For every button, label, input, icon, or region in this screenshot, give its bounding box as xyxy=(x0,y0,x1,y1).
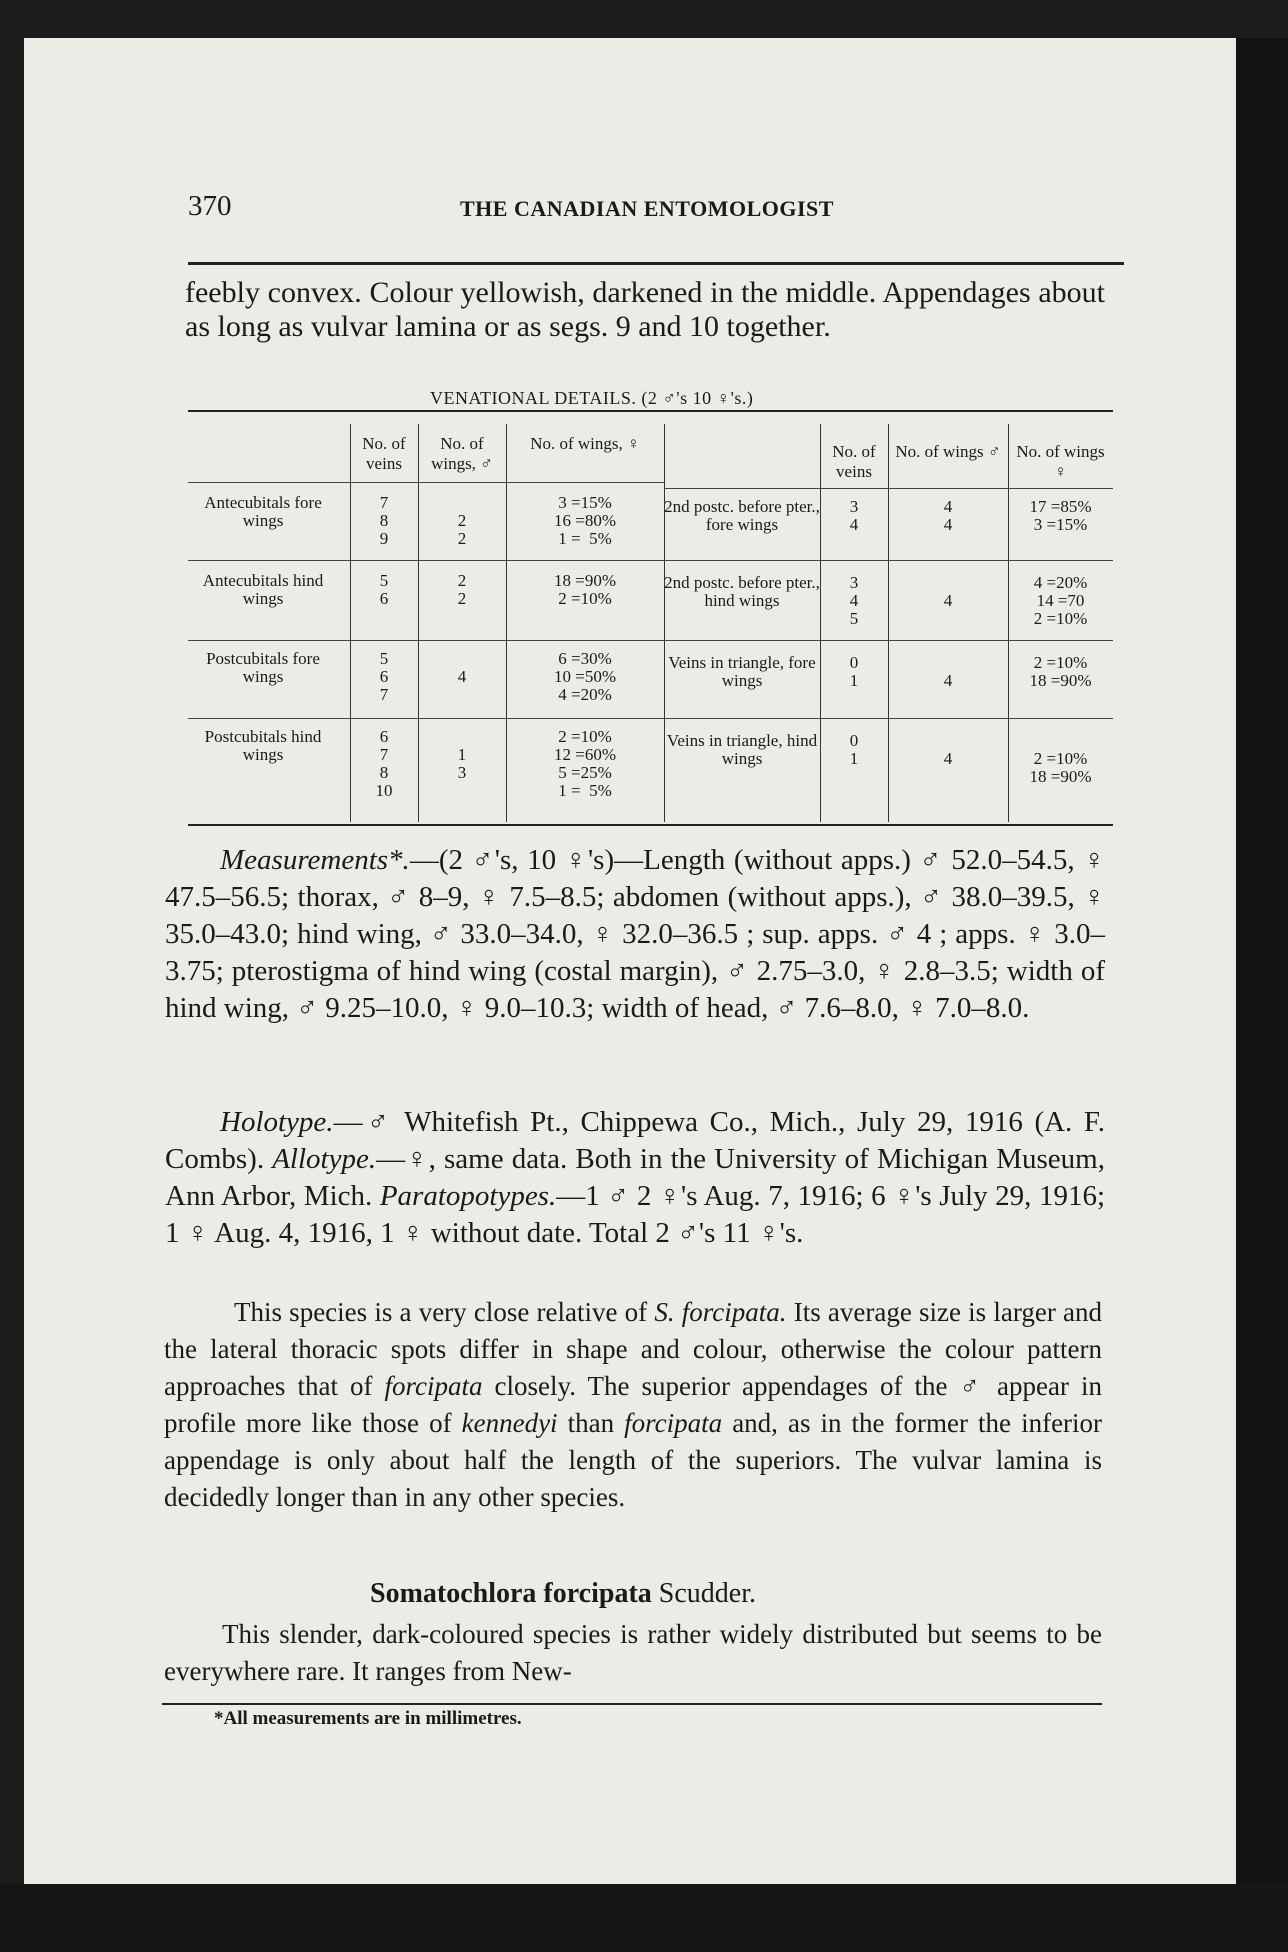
cell-veins: 6 7 8 10 xyxy=(375,727,393,800)
cell-male-2: 4 4 xyxy=(943,497,953,534)
measurements-text: —(2 ♂'s, 10 ♀'s)—Length (without apps.) ♂ 52.0–54.5, ♀ 47.5–56.5; thorax, ♂ 8–9, ♀ 7.5–8.5; abdomen (without apps.), ♂ 38.0–39.5, ♀ 35.0–43.0; hind wing, ♂ 33.0–34.0, ♀ 32.0–36.5 ; sup. apps. ♂ 4 ; apps. ♀ 3.0–3.75; pterostigma of hind wing (costal margin), ♂ 2.75–3.0, ♀ 2.8–3.5; width of hind wing, ♂ 9.25–10.0, ♀ 9.0–10.3; width of head, ♂ 7.6–8.0, ♀ 7.0–8.0. xyxy=(165,844,1105,1024)
section-author: Scudder. xyxy=(658,1578,756,1609)
cell-veins: 5 6 xyxy=(379,571,389,608)
cell-veins-2: 0 1 xyxy=(849,731,859,768)
running-head: THE CANADIAN ENTOMOLOGIST xyxy=(460,196,834,221)
venational-table xyxy=(188,410,1113,826)
discussion-text: Its average size is larger and the lateral thoracic spots differ in shape and colour, otherwise the colour pattern approaches that of xyxy=(164,1297,1103,1401)
header-veins-2: No. of veins xyxy=(832,442,876,481)
holotype-label: Holotype. xyxy=(220,1106,334,1138)
cell-female-2: 4 =20% 14 =70 2 =10% xyxy=(1033,573,1088,628)
measurements-paragraph xyxy=(165,842,1105,1027)
table-top-rule xyxy=(188,410,1113,412)
cell-male: 2 2 xyxy=(457,511,467,548)
section-title: Somatochlora forcipata xyxy=(370,1578,652,1609)
species-name: kennedyi xyxy=(461,1408,558,1438)
header-rule xyxy=(188,262,1124,265)
row-label-2: Veins in triangle, fore wings xyxy=(668,653,816,690)
cell-veins-2: 0 1 xyxy=(849,653,859,690)
scan-border xyxy=(0,1884,1288,1952)
cell-female-2: 2 =10% 18 =90% xyxy=(1029,653,1092,690)
header-male-wings: No. of wings, ♂ xyxy=(431,434,493,473)
row-label: Postcubitals hind wings xyxy=(204,727,322,764)
allotype-text: —♀, same data. Both in the University of Michigan Museum, Ann Arbor, Mich. xyxy=(165,1143,1105,1212)
discussion-text: and, as in the former the inferior appendage is only about half the length of the superiors. The vulvar lamina is decidedly longer than in any other species. xyxy=(164,1408,1103,1512)
species-name: forcipata xyxy=(384,1371,483,1401)
row-label: Postcubitals fore wings xyxy=(206,649,320,686)
footnote: *All measurements are in millimetres. xyxy=(214,1708,522,1729)
cell-female-2: 17 =85% 3 =15% xyxy=(1029,497,1092,534)
section-heading xyxy=(370,1578,756,1610)
table-caption: VENATIONAL DETAILS. (2 ♂'s 10 ♀'s.) xyxy=(430,388,754,408)
section-paragraph xyxy=(164,1616,1102,1690)
cell-veins: 7 8 9 xyxy=(379,493,389,548)
paratopotypes-text: —1 ♂ 2 ♀'s Aug. 7, 1916; 6 ♀'s July 29, 1916; 1 ♀ Aug. 4, 1916, 1 ♀ without date. Total 2 ♂'s 11 ♀'s. xyxy=(165,1180,1106,1249)
footnote-rule xyxy=(162,1703,1102,1705)
row-label: Antecubitals hind wings xyxy=(202,571,324,608)
row-label: Antecubitals fore wings xyxy=(204,493,322,530)
cell-male-2: 4 xyxy=(943,749,953,768)
discussion-text: than xyxy=(567,1408,615,1438)
cell-female: 3 =15% 16 =80% 1 = 5% xyxy=(554,493,616,548)
cell-female: 6 =30% 10 =50% 4 =20% xyxy=(554,649,616,704)
row-rule xyxy=(188,560,1113,561)
paratopotypes-label: Paratopotypes. xyxy=(379,1180,557,1212)
holotype-text: —♂ Whitefish Pt., Chippewa Co., Mich., July 29, 1916 (A. F. Combs). xyxy=(165,1106,1105,1175)
row-rule xyxy=(664,488,1113,489)
row-rule xyxy=(188,640,1113,641)
cell-female: 2 =10% 12 =60% 5 =25% 1 = 5% xyxy=(554,727,616,800)
cell-female: 18 =90% 2 =10% xyxy=(554,571,616,608)
table-bottom-rule xyxy=(188,824,1113,826)
cell-male-2: 4 xyxy=(943,591,953,610)
cell-male: 2 2 xyxy=(457,571,467,608)
cell-male-2: 4 xyxy=(943,671,953,690)
row-rule xyxy=(188,718,1113,719)
allotype-label: Allotype. xyxy=(272,1143,377,1175)
cell-veins-2: 3 4 xyxy=(849,497,859,534)
cell-veins: 5 6 7 xyxy=(379,649,389,704)
header-female-wings-2: No. of wings ♀ xyxy=(1016,442,1105,481)
row-label-2: 2nd postc. before pter., hind wings xyxy=(664,573,820,610)
species-name: forcipata xyxy=(624,1408,723,1438)
cell-female-2: 2 =10% 18 =90% xyxy=(1029,749,1092,786)
page-edge-shadow xyxy=(1236,38,1288,1884)
page-header xyxy=(188,190,1124,230)
cell-male: 4 xyxy=(457,667,467,686)
intro-paragraph: feebly convex. Colour yellowish, darkened in the middle. Appendages about as long as vulvar lamina or as segs. 9 and 10 together. xyxy=(185,276,1105,343)
discussion-text: This species is a very close relative of xyxy=(234,1297,648,1327)
section-text: This slender, dark-coloured species is rather widely distributed but seems to be everywhere rare. It ranges from New- xyxy=(164,1619,1102,1686)
page-number: 370 xyxy=(188,190,232,222)
measurements-label: Measurements*. xyxy=(220,844,410,876)
header-male-wings-2: No. of wings ♂ xyxy=(895,442,1001,461)
row-label-2: 2nd postc. before pter., fore wings xyxy=(664,497,820,534)
cell-veins-2: 3 4 5 xyxy=(849,573,859,628)
discussion-paragraph xyxy=(164,1294,1102,1516)
cell-male: 1 3 xyxy=(457,745,467,782)
discussion-text: closely. The superior appendages of the ♂ appear in profile more like those of xyxy=(164,1371,1103,1438)
header-female-wings: No. of wings, ♀ xyxy=(530,434,640,453)
row-label-2: Veins in triangle, hind wings xyxy=(666,731,818,768)
species-name: S. forcipata. xyxy=(654,1297,787,1327)
row-rule xyxy=(188,482,664,483)
types-paragraph xyxy=(165,1104,1105,1252)
header-veins: No. of veins xyxy=(362,434,406,473)
